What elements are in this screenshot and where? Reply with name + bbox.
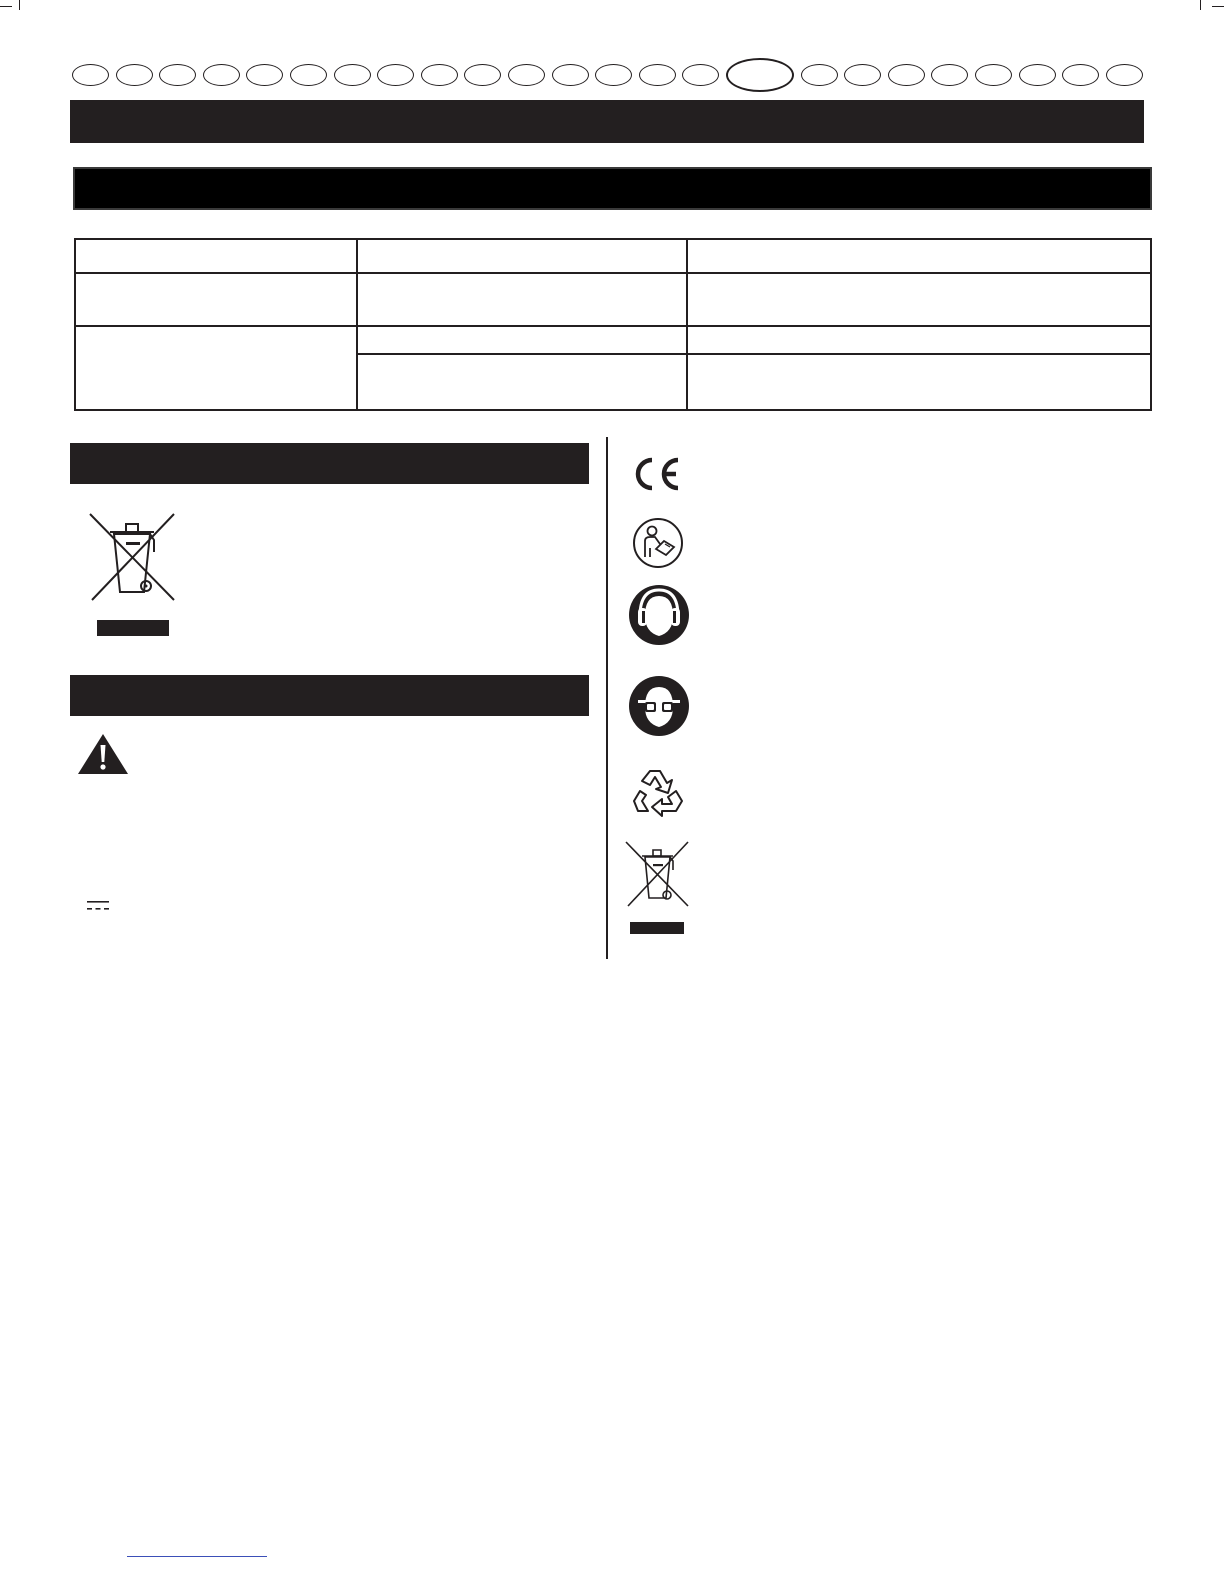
language-tab-active[interactable]: [726, 58, 794, 92]
language-tab[interactable]: [290, 64, 327, 86]
language-tab[interactable]: [801, 64, 838, 86]
language-tab[interactable]: [682, 64, 719, 86]
read-manual-icon: [632, 517, 684, 569]
language-tab[interactable]: [421, 64, 458, 86]
weee-bin-small-icon: [624, 840, 690, 936]
crop-mark-right-vert: [1200, 0, 1201, 10]
table-header-cell: [357, 239, 687, 273]
table-cell: [687, 354, 1151, 410]
ce-mark-icon: [630, 455, 682, 493]
table-row: [75, 273, 1151, 326]
weee-bin-icon: [86, 510, 178, 640]
table-cell: [357, 273, 687, 326]
direct-current-icon: [86, 899, 110, 913]
spec-table: [74, 238, 1152, 411]
table-cell: [687, 326, 1151, 354]
language-tabs: [72, 58, 1148, 92]
table-cell: [357, 326, 687, 354]
table-header-row: [75, 239, 1151, 273]
language-tab[interactable]: [552, 64, 589, 86]
language-tab[interactable]: [975, 64, 1012, 86]
language-tab[interactable]: [595, 64, 632, 86]
section-title-band: [73, 167, 1152, 210]
table-header-cell: [687, 239, 1151, 273]
language-tab[interactable]: [508, 64, 545, 86]
page-header-band: [70, 100, 1144, 143]
recycle-icon: [630, 765, 688, 817]
language-tab[interactable]: [1019, 64, 1056, 86]
language-tab[interactable]: [159, 64, 196, 86]
language-tab[interactable]: [464, 64, 501, 86]
language-tab[interactable]: [246, 64, 283, 86]
language-tab[interactable]: [1062, 64, 1099, 86]
language-tab[interactable]: [377, 64, 414, 86]
language-tab[interactable]: [334, 64, 371, 86]
table-cell: [75, 326, 357, 410]
table-cell: [357, 354, 687, 410]
weee-section-band: [70, 443, 589, 484]
language-tab[interactable]: [116, 64, 153, 86]
language-tab[interactable]: [72, 64, 109, 86]
language-tab[interactable]: [888, 64, 925, 86]
safety-section-band: [70, 675, 589, 716]
language-tab[interactable]: [639, 64, 676, 86]
language-tab[interactable]: [931, 64, 968, 86]
crop-mark-right: [1212, 6, 1224, 7]
table-cell: [687, 273, 1151, 326]
warning-triangle-icon: [76, 732, 130, 776]
table-header-cell: [75, 239, 357, 273]
footer-link-underline[interactable]: [127, 1556, 267, 1557]
language-tab[interactable]: [1106, 64, 1143, 86]
ear-protection-icon: [628, 584, 690, 646]
language-tab[interactable]: [844, 64, 881, 86]
eye-protection-icon: [628, 675, 690, 737]
crop-mark-left-vert: [19, 0, 20, 10]
column-divider: [606, 437, 608, 959]
table-row: [75, 326, 1151, 354]
language-tab[interactable]: [203, 64, 240, 86]
crop-mark-left: [0, 6, 12, 7]
table-cell: [75, 273, 357, 326]
